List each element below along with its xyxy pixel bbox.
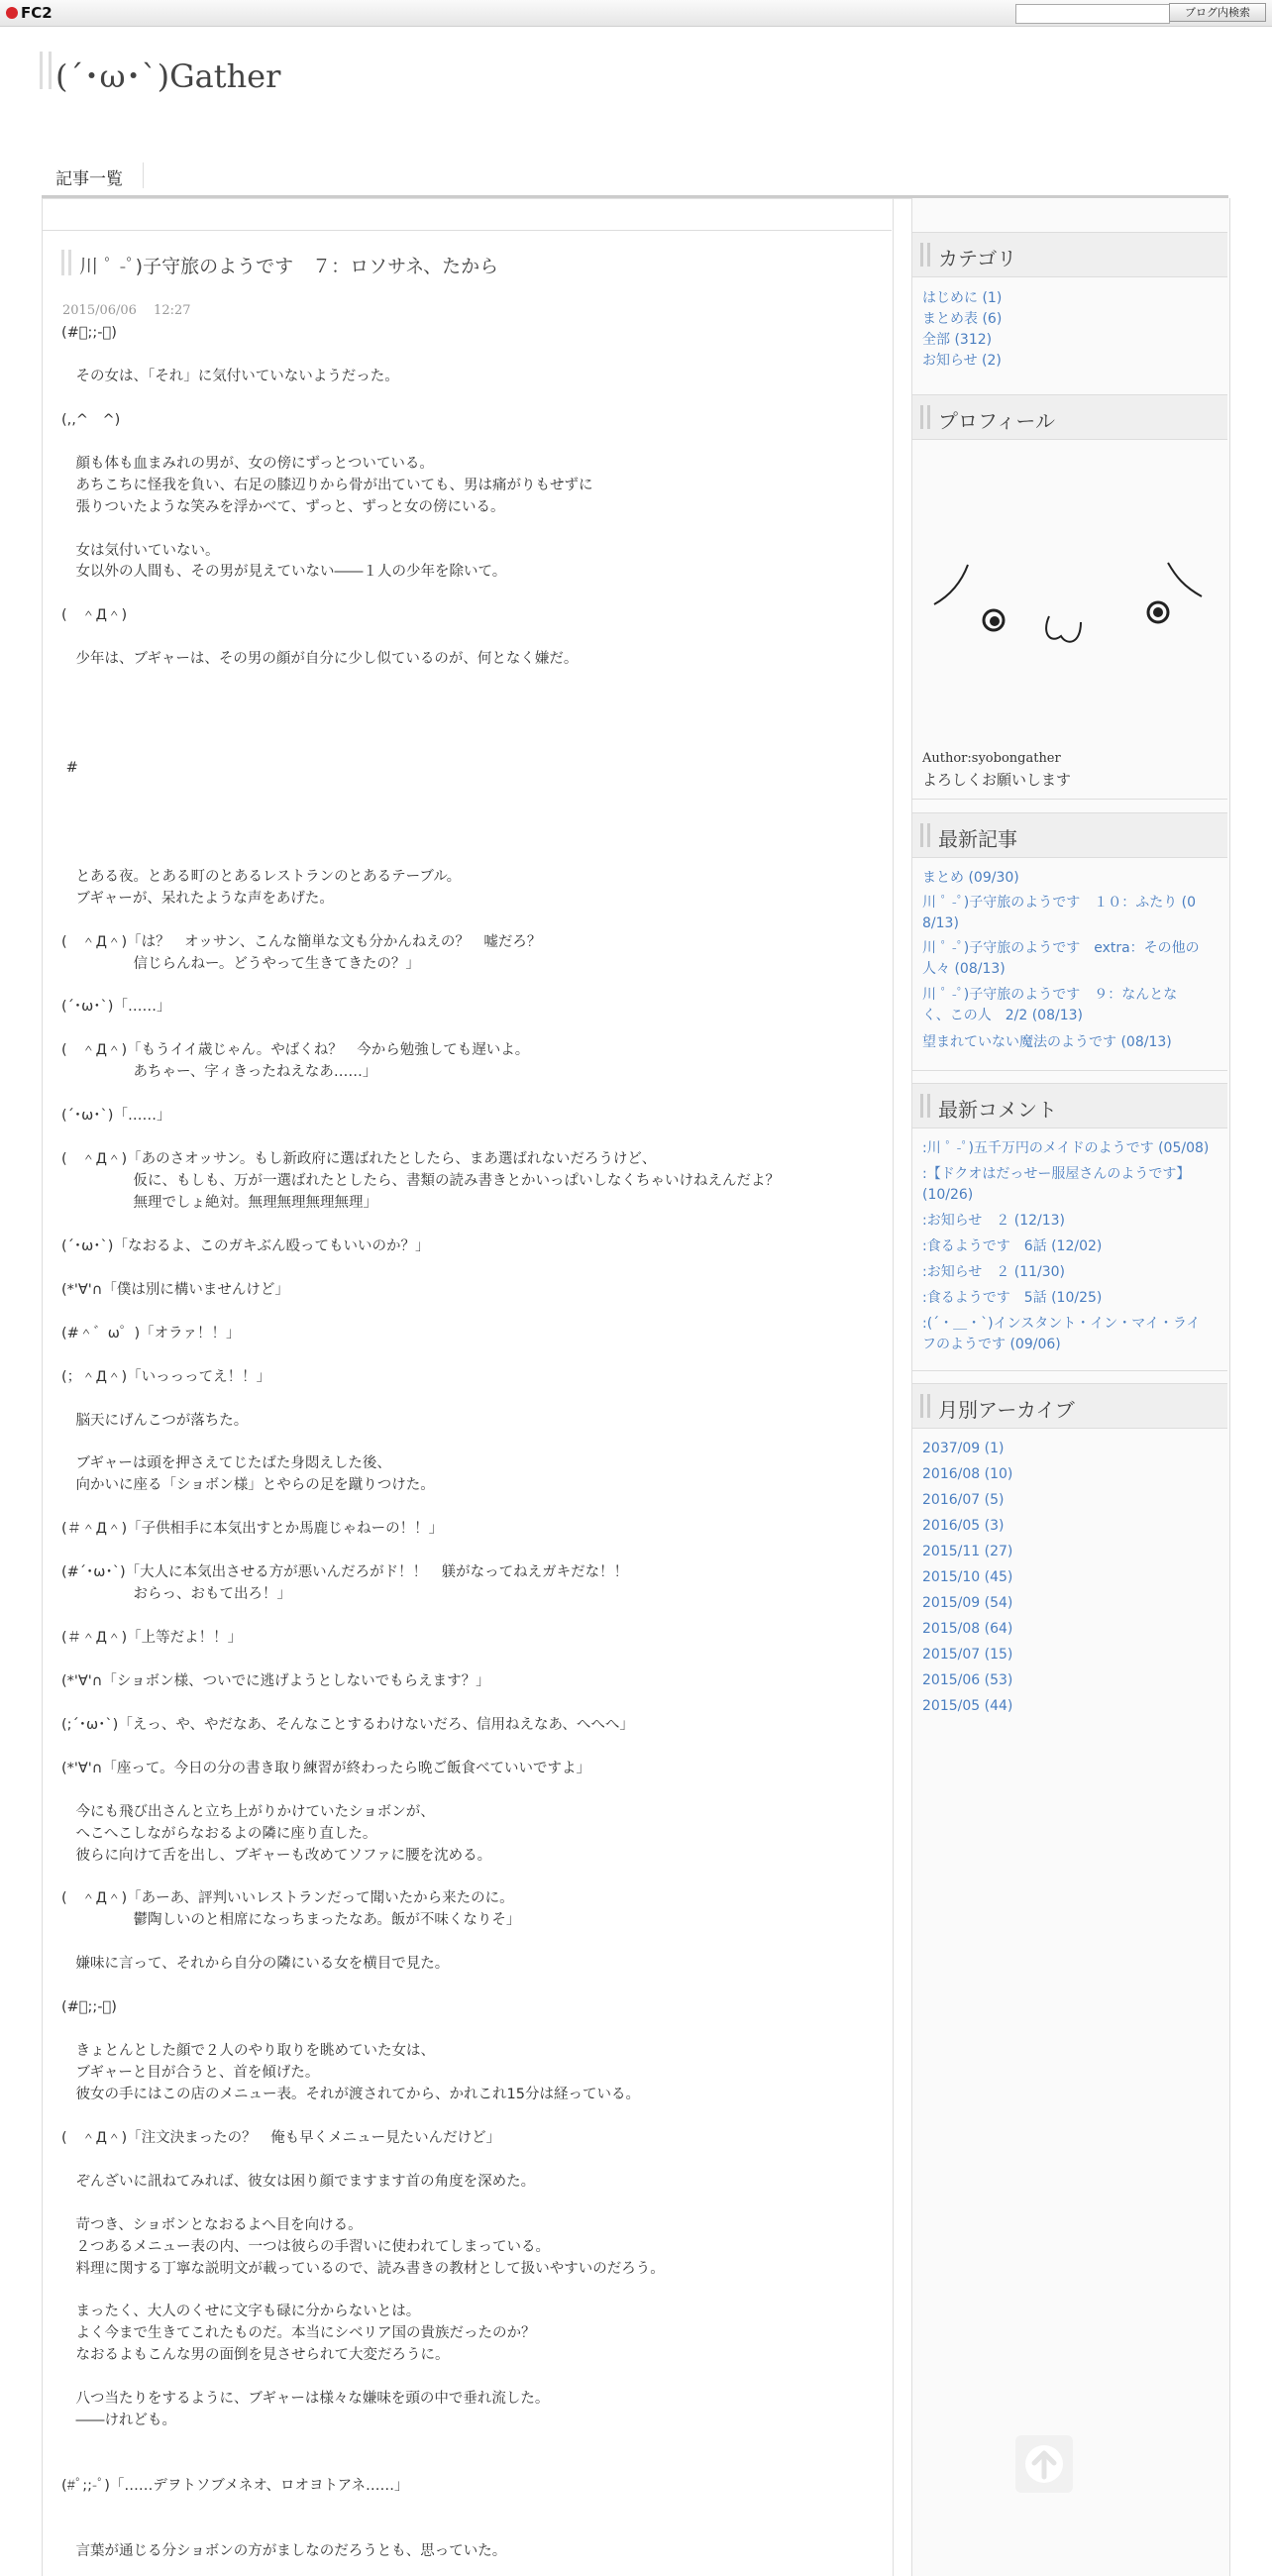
recent-post-link[interactable]: まとめ (09/30)	[922, 870, 1019, 886]
recent-comment-link[interactable]: :食るようです 6話 (12/02)	[922, 1238, 1103, 1254]
blog-search-input[interactable]	[1015, 4, 1170, 24]
entry-line: (＃＾Д＾)「子供相手に本気出すとか馬鹿じゃねーの！！」	[61, 1521, 444, 1538]
recent-posts-heading	[912, 812, 1227, 858]
entry-line: (*'∀'∩「ショボン様、ついでに逃げようとしないでもらえます？」	[61, 1672, 490, 1689]
entry-line: 仮に、もしも、万が一選ばれたとしたら、書類の読み書きとかいっぱいしなくちゃいけねえんだよ？	[61, 1173, 780, 1190]
main-divider	[42, 230, 892, 231]
recent-comment-link[interactable]: :食るようです 5話 (10/25)	[922, 1290, 1103, 1306]
entry-line: まったく、大人のくせに文字も碌に分からないとは。	[61, 2304, 421, 2320]
archive-link[interactable]: 2015/05 (44)	[922, 1698, 1013, 1714]
entry-line: 無理でしょ絶対。無理無理無理無理」	[61, 1195, 377, 1211]
entry-title[interactable]: 川 ﾟ -ﾟ)子守旅のようです ７：ロソサネ、たから	[79, 256, 499, 277]
profile-heading	[912, 394, 1227, 440]
fc2-logo[interactable]	[6, 4, 53, 22]
entry-line: ( ＾Д＾)「は？ オッサン、こんな簡単な文も分かんねえの？ 嘘だろ？	[61, 933, 542, 950]
entry-line: あちこちに怪我を負い、右足の膝辺りから骨が出ていても、男は痛がりもせずに	[61, 477, 593, 493]
archive-link[interactable]: 2015/08 (64)	[922, 1621, 1013, 1637]
entry-line: ( ＾Д＾)「注文決まったの？ 俺も早くメニュー見たいんだけど」	[61, 2129, 501, 2146]
fc2-logo-icon	[6, 7, 18, 19]
entry-line: あちゃー、字ィきったねえなあ……」	[61, 1064, 377, 1081]
entry-line: ――けれども。	[61, 2413, 176, 2429]
entry-line: 顔も体も血まみれの男が、女の傍にずっとついている。	[61, 455, 434, 472]
categories-heading	[912, 232, 1227, 277]
blog-search-button[interactable]: ブログ内検索	[1169, 3, 1266, 22]
recent-comments-heading-text: 最新コメント	[938, 1098, 1057, 1122]
entry-line: なおるよもこんな男の面倒を見させられて大変だろうに。	[61, 2347, 450, 2364]
archive-link[interactable]: 2015/07 (15)	[922, 1647, 1013, 1663]
entry-line: ぞんざいに訊ねてみれば、彼女は困り顔でますます首の角度を深めた。	[61, 2173, 536, 2190]
heading-decoration	[920, 243, 930, 267]
entry-line: (#＾゛ω゜)「オラァ！！」	[61, 1325, 241, 1342]
entry-line: よく今まで生きてこれたものだ。本当にシベリア国の貴族だったのか？	[61, 2325, 536, 2342]
profile-author: Author:syobongather	[922, 751, 1061, 766]
archive-link[interactable]: 2016/08 (10)	[922, 1466, 1013, 1482]
entry-line: 女は気付いていない。	[61, 542, 220, 559]
entry-line: (#ﾟ;;-ﾟ)「……デヲトソブメネオ、ロオヨトアネ……」	[61, 2478, 409, 2495]
entry-title-decoration	[61, 250, 71, 275]
entry-line: ブギャーが、呆れたような声をあげた。	[61, 890, 334, 907]
recent-post-link[interactable]: 川 ﾟ -ﾟ)子守旅のようです １０：ふたり (0 8/13)	[922, 895, 1197, 931]
entry-line: ( ＾Д＾)「もうイイ歳じゃん。やばくね？ 今から勉強しても遅いよ。	[61, 1042, 530, 1059]
entry-line: ( ＾Д＾)「あーあ、評判いいレストランだって聞いたから来たのに。	[61, 1890, 514, 1907]
entry-line: ( ＾Д＾)	[61, 607, 128, 624]
entry-line: ブギャーは頭を押さえてじたばた身悶えした後、	[61, 1455, 391, 1472]
archive-link[interactable]: 2016/05 (3)	[922, 1518, 1005, 1534]
blog-title[interactable]: (´･ω･`)Gather	[55, 57, 281, 95]
entry-line: #	[61, 760, 78, 776]
fc2-toolbar	[0, 0, 1272, 27]
entry-line: ２つあるメニュー表の内、一つは彼らの手習いに使われてしまっている。	[61, 2238, 550, 2255]
archive-link[interactable]: 2016/07 (5)	[922, 1492, 1005, 1508]
recent-comment-link[interactable]: :お知らせ ２ (11/30)	[922, 1264, 1066, 1280]
entry-line: 彼らに向けて舌を出し、ブギャーも改めてソファに腰を沈める。	[61, 1847, 492, 1864]
profile-heading-text: プロフィール	[938, 409, 1055, 433]
sidebar-divider	[912, 1370, 1227, 1371]
entry-line: (,,^ ^)	[61, 411, 121, 428]
category-link[interactable]: 全部 (312)	[922, 332, 993, 348]
recent-comment-link[interactable]: :お知らせ ２ (12/13)	[922, 1213, 1066, 1229]
entry-line: (´･ω･`)「……」	[61, 1108, 171, 1125]
nav-divider	[143, 162, 144, 188]
recent-comments-heading	[912, 1083, 1227, 1128]
category-link[interactable]: まとめ表 (6)	[922, 311, 1003, 327]
heading-decoration	[920, 405, 930, 429]
sidebar-divider	[912, 1070, 1227, 1071]
archive-link[interactable]: 2037/09 (1)	[922, 1441, 1005, 1456]
archive-link[interactable]: 2015/10 (45)	[922, 1569, 1013, 1585]
category-link[interactable]: はじめに (1)	[922, 290, 1003, 306]
arrow-up-icon	[1015, 2435, 1073, 2493]
entry-line: おらっ、おもて出ろ！」	[61, 1586, 291, 1603]
entry-line: (*'∀'∩「座って。今日の分の書き取り練習が終わったら晩ご飯食べていいですよ」	[61, 1760, 590, 1776]
entry-line: 少年は、ブギャーは、その男の顔が自分に少し似ているのが、何となく嫌だ。	[61, 651, 579, 668]
heading-decoration	[920, 1094, 930, 1118]
entry-line: 信じらんねー。どうやって生きてきたの？」	[61, 955, 420, 972]
sidebar-divider	[912, 799, 1227, 800]
profile-message: よろしくお願いします	[922, 771, 1072, 789]
archive-link[interactable]: 2015/09 (54)	[922, 1595, 1013, 1611]
entry-line: きょとんとした顔で２人のやり取りを眺めていた女は、	[61, 2043, 435, 2060]
recent-post-link[interactable]: 川 ﾟ -ﾟ)子守旅のようです extra：その他の 人々 (08/13)	[922, 940, 1200, 977]
page-top-button[interactable]	[1015, 2435, 1073, 2493]
recent-comment-link[interactable]: :川 ﾟ -ﾟ)五千万円のメイドのようです (05/08)	[922, 1140, 1210, 1156]
entry-line: (#ﾟ;;-ﾟ)	[61, 325, 117, 341]
recent-post-link[interactable]: 望まれていない魔法のようです (08/13)	[922, 1034, 1172, 1050]
nav-item-article-list[interactable]: 記事一覧	[55, 169, 123, 189]
entry-line: 嫌味に言って、それから自分の隣にいる女を横目で見た。	[61, 1956, 450, 1973]
entry-line: (；＾Д＾)「いっっってえ！！」	[61, 1368, 271, 1385]
entry-line: 彼女の手にはこの店のメニュー表。それが渡されてから、かれこれ15分は経っている。	[61, 2086, 640, 2102]
entry-line: (#´･ω･`)「大人に本気出させる方が悪いんだろがド！！ 躾がなってねえガキだな！！	[61, 1564, 629, 1581]
profile-avatar-image	[922, 545, 1219, 664]
entry-line: ( ＾Д＾)「あのさオッサン。もし新政府に選ばれたとしたら、まあ選ばれないだろうけど、	[61, 1151, 657, 1168]
entry-line: 向かいに座る「ショボン様」とやらの足を蹴りつけた。	[61, 1477, 435, 1494]
entry-line: 苛つき、ショボンとなおるよへ目を向ける。	[61, 2216, 363, 2233]
archives-heading	[912, 1383, 1227, 1429]
recent-comment-link[interactable]: :(´・＿・`)インスタント・イン・マイ・ライ フのようです (09/06)	[922, 1316, 1201, 1352]
categories-heading-text: カテゴリ	[938, 247, 1017, 270]
entry-line: 八つ当たりをするように、ブギャーは様々な嫌味を頭の中で垂れ流した。	[61, 2391, 550, 2408]
archives-heading-text: 月別アーカイブ	[938, 1398, 1075, 1422]
archive-link[interactable]: 2015/11 (27)	[922, 1544, 1013, 1559]
heading-decoration	[920, 1394, 930, 1418]
entry-line: 脳天にげんこつが落ちた。	[61, 1412, 249, 1429]
category-link[interactable]: お知らせ (2)	[922, 353, 1002, 369]
archive-link[interactable]: 2015/06 (53)	[922, 1672, 1013, 1688]
title-decoration	[40, 52, 52, 89]
recent-comment-link[interactable]: :【ドクオはだっせー服屋さんのようです】 (10/26)	[922, 1166, 1191, 1203]
entry-line: ブギャーと目が合うと、首を傾げた。	[61, 2065, 320, 2081]
heading-decoration	[920, 823, 930, 847]
entry-line: (´･ω･`)「……」	[61, 999, 171, 1016]
entry-line: 張りついたような笑みを浮かべて、ずっと、ずっと女の傍にいる。	[61, 498, 505, 515]
recent-posts-heading-text: 最新記事	[938, 827, 1017, 851]
recent-post-link[interactable]: 川 ﾟ -ﾟ)子守旅のようです ９：なんとな く、この人 2/2 (08/13)	[922, 987, 1178, 1023]
entry-line: (*'∀'∩「僕は別に構いませんけど」	[61, 1281, 289, 1298]
entry-line: (´･ω･`)「なおるよ、このガキぶん殴ってもいいのか？」	[61, 1237, 430, 1254]
entry-line: 鬱陶しいのと相席になっちまったなあ。飯が不味くなりそ」	[61, 1912, 521, 1929]
entry-line: (#ﾟ;;-ﾟ)	[61, 1999, 117, 2016]
entry-line: その女は、「それ」に気付いていないようだった。	[61, 368, 399, 384]
entry-line: 言葉が通じる分ショボンの方がましなのだろうとも、思っていた。	[61, 2542, 507, 2559]
entry-line: へこへこしながらなおるよの隣に座り直した。	[61, 1825, 377, 1842]
entry-line: とある夜。とある町のとあるレストランのとあるテーブル。	[61, 868, 462, 885]
fc2-logo-text: FC2	[21, 4, 53, 22]
entry-date: 2015/06/06 12:27	[62, 303, 191, 318]
entry-line: (＃＾Д＾)「上等だよ！！」	[61, 1630, 243, 1646]
entry-line: (;´･ω･`)「えっ、や、やだなあ、そんなことするわけないだろ、信用ねえなあ、へへへ」	[61, 1716, 634, 1733]
entry-line: 今にも飛び出さんと立ち上がりかけていたショボンが、	[61, 1803, 435, 1820]
entry-line: 女以外の人間も、その男が見えていない――１人の少年を除いて。	[61, 564, 507, 581]
entry-line: 料理に関する丁寧な説明文が載っているので、読み書きの教材として扱いやすいのだろう。	[61, 2260, 665, 2277]
